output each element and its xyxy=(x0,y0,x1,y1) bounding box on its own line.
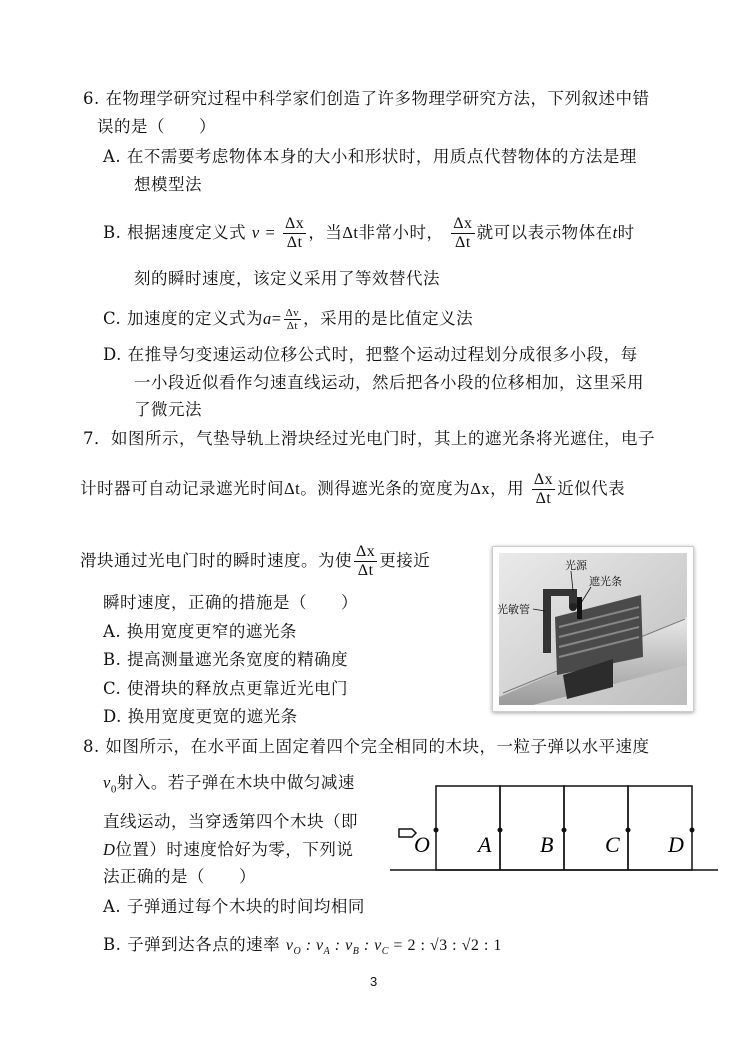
q6-b-eq: = xyxy=(265,223,276,242)
q6-b-prefix: B. 根据速度定义式 xyxy=(103,223,247,242)
q6-option-b-line2: 刻的瞬时速度，该定义采用了等效替代法 xyxy=(134,269,440,288)
q7-fraction1: $\frac{\Delta x}{\Delta t}$ xyxy=(533,471,554,507)
label-shade-strip: 遮光条 xyxy=(589,575,622,588)
wooden-block-3 xyxy=(564,786,628,870)
q7-option-a: A. 换用宽度更窄的遮光条 xyxy=(103,622,297,641)
label-photo-tube: 光敏管 xyxy=(497,603,530,616)
q6-stem-line1: 6. 在物理学研究过程中科学家们创造了许多物理学研究方法，下列叙述中错 xyxy=(83,89,650,108)
q8-stem-line5: 法正确的是（ ） xyxy=(103,867,256,886)
q7-stem-line3: 滑块通过光电门时的瞬时速度。为使 $\frac{\Delta x}{\Delta t}$ 更接近 xyxy=(80,543,431,579)
q7-option-b: B. 提高测量遮光条宽度的精确度 xyxy=(103,650,349,669)
q7-stem-line2: 计时器可自动记录遮光时间Δt。测得遮光条的宽度为Δx，用 $\frac{\Delta x}{\Delta t}$ 近似代表 xyxy=(80,471,626,507)
q6-option-a-line1: A. 在不需要考虑物体本身的大小和形状时，用质点代替物体的方法是理 xyxy=(103,147,637,166)
page-number: 3 xyxy=(370,974,378,989)
q6-c-end: ，采用的是比值定义法 xyxy=(303,309,474,328)
q6-b-fraction1: $\frac{\Delta x}{\Delta t}$ xyxy=(285,215,305,251)
air-track-photo xyxy=(492,546,694,712)
q6-option-d-line1: D. 在推导匀变速运动位移公式时，把整个运动过程划分成很多小段，每 xyxy=(103,345,638,364)
q7-option-d: D. 换用宽度更宽的遮光条 xyxy=(103,707,298,726)
q6-option-b-line1 xyxy=(103,210,635,256)
wooden-block-4 xyxy=(628,786,692,870)
q8-stem-line2: $v_0$射入。若子弹在木块中做匀减速 xyxy=(103,773,355,796)
air-track-illustration xyxy=(493,547,693,711)
q8-stem-line3: 直线运动，当穿透第四个木块（即 xyxy=(103,812,358,831)
q7-stem-line1: 7．如图所示，气垫导轨上滑块经过光电门时，其上的遮光条将光遮住，电子 xyxy=(83,429,655,448)
q6-c-a: a xyxy=(263,309,272,328)
point-a-label: A xyxy=(478,832,492,857)
wooden-block-1 xyxy=(436,786,500,870)
q6-option-a-line2: 想模型法 xyxy=(134,175,202,194)
q6-b-dt: Δt xyxy=(342,223,359,242)
point-o-label: O xyxy=(414,832,430,857)
q6-stem-line2: 误的是（ ） xyxy=(97,117,216,136)
q6-b-mid1: ，当 xyxy=(308,223,343,242)
wooden-block-2 xyxy=(500,786,564,870)
q7-option-c: C. 使滑块的释放点更靠近光电门 xyxy=(103,679,349,698)
q6-c-prefix: C. 加速度的定义式为 xyxy=(103,309,264,328)
q6-option-c: C. 加速度的定义式为a= $\frac{\Delta v}{\Delta t}$ ，采用的是比值定义法 xyxy=(103,307,474,332)
q7-fraction2: $\frac{\Delta x}{\Delta t}$ xyxy=(356,543,376,579)
q8-stem-line1: 8. 如图所示，在水平面上固定着四个完全相同的木块，一粒子弹以水平速度 xyxy=(83,737,650,756)
q6-b-mid2: 非常小时， xyxy=(358,223,444,242)
label-light-source: 光源 xyxy=(565,559,587,572)
q6-b-end: 时 xyxy=(617,223,635,242)
shade-strip xyxy=(577,597,582,619)
q6-b-fraction2: $\frac{\Delta x}{\Delta t}$ xyxy=(453,215,473,251)
q8-stem-line4: D位置）时速度恰好为零，下列说 xyxy=(103,840,354,859)
q6-option-d-line2: 一小段近似看作匀速直线运动，然后把各小段的位移相加，这里采用 xyxy=(134,373,644,392)
wooden-blocks-figure xyxy=(390,778,720,878)
q6-b-mid3: 就可以表示物体在 xyxy=(476,223,613,242)
q8-option-a: A. 子弹通过每个木块的时间均相同 xyxy=(103,897,365,916)
point-c-label: C xyxy=(605,832,620,857)
point-d-label: D xyxy=(668,832,684,857)
q6-option-d-line3: 了微元法 xyxy=(134,400,202,419)
point-b-label: B xyxy=(540,832,554,857)
q6-b-v: v xyxy=(251,223,260,242)
q6-b-t: t xyxy=(612,223,618,242)
q7-stem-line4: 瞬时速度，正确的措施是（ ） xyxy=(103,593,358,612)
q8-option-b: B. 子弹到达各点的速率 $v_O$ : $v_A$ : $v_B$ : $v_C = 2$ : √3 : √2 : 1 xyxy=(103,935,502,958)
q6-c-fraction: $\frac{\Delta v}{\Delta t}$ xyxy=(285,307,300,332)
